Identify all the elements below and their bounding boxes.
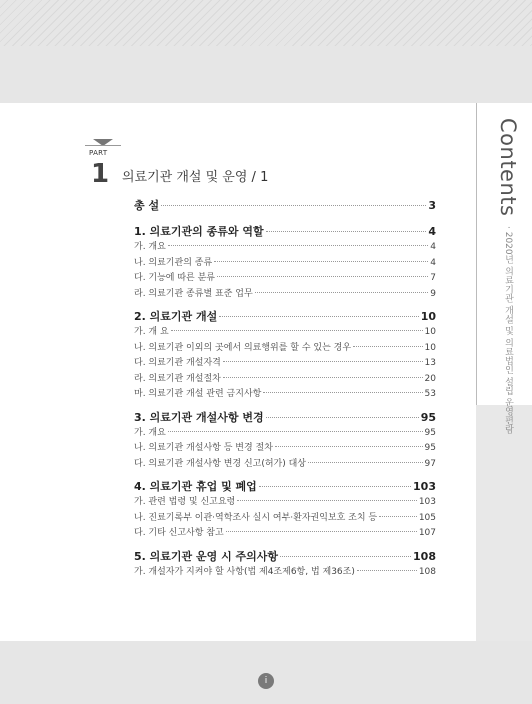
toc-section-page: 10 (420, 310, 436, 323)
toc-item-title: 가. 개설자가 지켜야 할 사항(법 제4조제6항, 법 제36조) (134, 566, 355, 577)
toc-item-page: 107 (418, 528, 436, 538)
toc-section-title: 5. 의료기관 운영 시 주의사항 (134, 549, 279, 563)
toc-item-title: 나. 진료기록부 이관·역학조사 실시 여부·환자권익보호 조치 등 (134, 512, 378, 523)
toc-item[interactable] (134, 372, 436, 388)
toc-item[interactable] (134, 240, 436, 256)
toc-entry-overview[interactable] (134, 198, 436, 214)
toc-item-title: 가. 개요 (134, 427, 166, 438)
toc-section-title: 1. 의료기관의 종류와 역할 (134, 225, 264, 238)
toc-item[interactable] (134, 325, 436, 341)
toc-item-title: 가. 개 요 (134, 327, 169, 337)
toc-item[interactable] (134, 511, 436, 527)
toc-item-title: 다. 의료기관 개설사항 변경 신고(허가) 대상 (134, 458, 306, 469)
toc-item-title: 라. 의료기관 종류별 표준 업무 (134, 288, 253, 299)
toc-item-title: 다. 기타 신고사항 참고 (134, 528, 224, 538)
toc-item-page: 13 (424, 358, 436, 368)
toc-item-page: 4 (430, 257, 436, 268)
toc-section-title: 2. 의료기관 개설 (134, 310, 218, 323)
toc-item-title: 다. 의료기관 개설자격 (134, 358, 221, 368)
toc-entry-title: 총 설 (134, 199, 160, 212)
dot-leader (214, 261, 428, 262)
dot-leader (161, 205, 426, 206)
toc-item-page: 108 (418, 566, 436, 577)
toc-item-page: 105 (418, 512, 436, 523)
toc-item[interactable] (134, 441, 436, 457)
toc-item[interactable] (134, 526, 436, 542)
toc-item[interactable] (134, 387, 436, 403)
toc-item[interactable] (134, 256, 436, 272)
dot-leader (255, 292, 429, 293)
dot-leader (168, 245, 428, 246)
dot-leader (266, 231, 427, 232)
side-heading (496, 118, 520, 433)
toc-section-page: 4 (428, 225, 436, 238)
toc-section-title: 3. 의료기관 개설사항 변경 (134, 410, 264, 424)
toc-item-title: 나. 의료기관의 종류 (134, 257, 213, 268)
contents-title: Contents (496, 118, 520, 217)
dot-leader (168, 431, 423, 432)
toc-item-title: 가. 개요 (134, 242, 166, 252)
toc-section-page: 103 (413, 480, 436, 493)
part-label: PART (89, 149, 108, 157)
toc-item-page: 10 (424, 342, 436, 353)
toc-item-title: 마. 의료기관 개설 관련 금지사항 (134, 389, 262, 399)
contents-subtitle: · 2020년 의료기관 개설 및 의료법인 설립 운영편람 (503, 225, 513, 434)
dot-leader (266, 417, 419, 418)
dot-leader (217, 276, 428, 277)
part-rule (85, 145, 121, 146)
dot-leader (263, 392, 422, 393)
dot-leader (353, 346, 423, 347)
toc-section[interactable] (134, 410, 436, 426)
toc-item[interactable] (134, 457, 436, 473)
toc-item-title: 나. 의료기관 개설사항 등 변경 절차 (134, 443, 273, 453)
toc-item-title: 나. 의료기관 이외의 곳에서 의료행위를 할 수 있는 경우 (134, 342, 352, 353)
toc-item-page: 53 (424, 389, 436, 399)
toc-item-title: 가. 관련 법령 및 신고요령 (134, 497, 236, 507)
dot-leader (275, 446, 423, 447)
dot-leader (223, 377, 423, 378)
toc-section[interactable] (134, 549, 436, 565)
toc-item-title: 다. 기능에 따른 분류 (134, 273, 215, 283)
toc-item-page: 9 (430, 288, 436, 299)
page-number-badge: i (258, 673, 274, 689)
toc-item[interactable] (134, 426, 436, 442)
dot-leader (379, 516, 417, 517)
dot-leader (280, 556, 411, 557)
toc-section-title: 4. 의료기관 휴업 및 폐업 (134, 480, 257, 493)
toc-item-page: 7 (430, 273, 436, 283)
toc-item-page: 4 (430, 242, 436, 252)
toc-section-page: 95 (420, 410, 436, 424)
toc-item[interactable] (134, 495, 436, 511)
toc-section[interactable] (134, 479, 436, 495)
hatch-pattern (0, 0, 532, 46)
toc-section[interactable] (134, 309, 436, 325)
toc-section-page: 108 (413, 549, 436, 563)
toc-item-page: 97 (424, 458, 436, 469)
part-marker (85, 139, 121, 157)
toc-item[interactable] (134, 565, 436, 581)
toc-section[interactable] (134, 224, 436, 240)
dot-leader (259, 486, 411, 487)
toc-item-title: 라. 의료기관 개설절차 (134, 373, 221, 384)
toc-item[interactable] (134, 271, 436, 287)
table-of-contents (134, 198, 436, 580)
toc-item-page: 20 (424, 373, 436, 384)
dot-leader (171, 330, 423, 331)
toc-item-page: 103 (418, 497, 436, 507)
toc-item-page: 95 (424, 443, 436, 453)
dot-leader (237, 500, 417, 501)
toc-item-page: 95 (424, 427, 436, 438)
toc-item[interactable] (134, 341, 436, 357)
toc-item-page: 10 (424, 327, 436, 337)
toc-item[interactable] (134, 287, 436, 303)
toc-item[interactable] (134, 356, 436, 372)
part-number: 1 (91, 159, 110, 189)
part-title: 의료기관 개설 및 운영 / 1 (122, 170, 269, 185)
dot-leader (357, 570, 417, 571)
dot-leader (308, 462, 423, 463)
dot-leader (226, 531, 417, 532)
dot-leader (219, 316, 418, 317)
toc-entry-page: 3 (428, 199, 436, 212)
dot-leader (223, 361, 423, 362)
